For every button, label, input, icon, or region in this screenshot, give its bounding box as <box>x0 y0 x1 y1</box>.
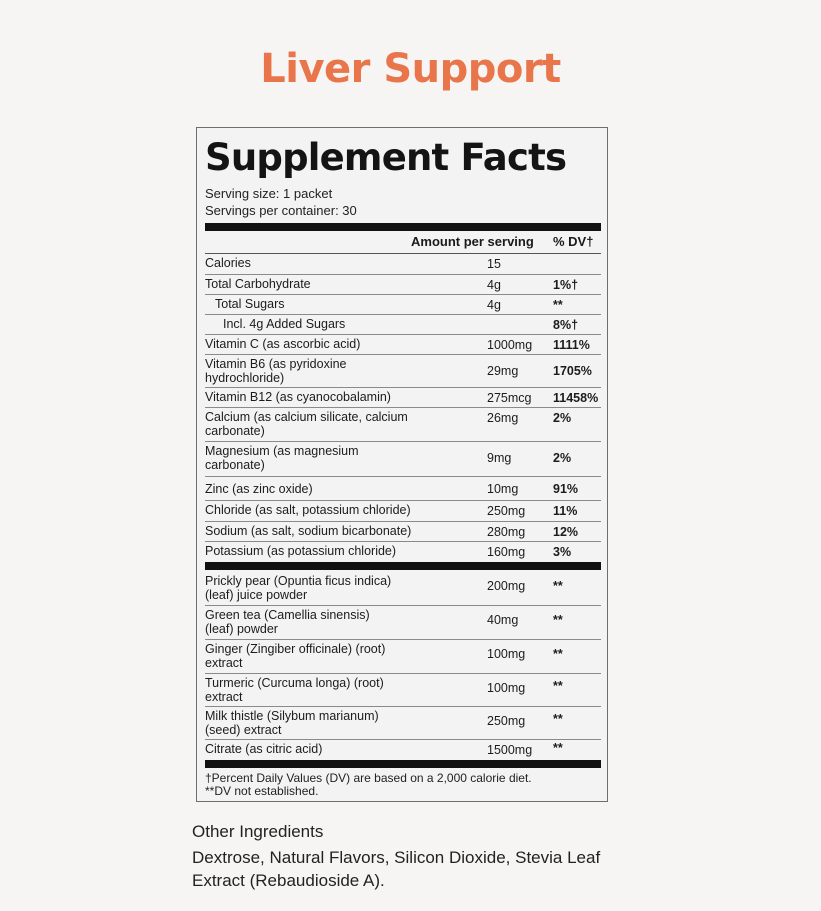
nutrient-dv: 11458% <box>553 391 599 405</box>
nutrient-dv: 2% <box>553 411 572 425</box>
facts-title: Supplement Facts <box>205 136 567 179</box>
nutrient-amount: 160mg <box>487 545 526 559</box>
nutrient-dv: ** <box>553 298 563 312</box>
nutrient-row-vitamin-b6 <box>205 355 601 388</box>
nutrient-name: Sodium (as salt, sodium bicarbonate) <box>205 524 412 538</box>
bottom-divider-bar <box>205 760 601 768</box>
nutrient-dv: 3% <box>553 545 572 559</box>
header-amount: Amount per serving <box>411 234 534 249</box>
nutrient-dv: 91% <box>553 482 579 496</box>
nutrient-dv: 8%† <box>553 318 579 332</box>
botanical-dv: ** <box>553 579 563 593</box>
botanical-amount: 1500mg <box>487 743 533 757</box>
botanical-amount: 200mg <box>487 579 526 593</box>
botanical-amount: 100mg <box>487 681 526 695</box>
botanical-dv: ** <box>553 613 563 627</box>
serving-size: Serving size: 1 packet <box>205 186 333 201</box>
nutrient-amount: 29mg <box>487 364 519 378</box>
botanical-amount: 40mg <box>487 613 519 627</box>
nutrient-row-potassium <box>205 542 601 562</box>
nutrient-name: Calories <box>205 256 251 270</box>
nutrient-amount: 280mg <box>487 525 526 539</box>
nutrient-row-total-sugars <box>205 295 601 315</box>
nutrient-name: Vitamin B12 (as cyanocobalamin) <box>205 390 391 404</box>
botanical-row-citrate <box>205 740 601 760</box>
nutrient-amount: 15 <box>487 257 501 271</box>
supplement-facts-panel <box>196 127 608 802</box>
botanical-dv: ** <box>553 679 563 693</box>
botanical-row-milk-thistle <box>205 707 601 740</box>
botanical-name: Ginger (Zingiber officinale) (root) extract <box>205 642 386 670</box>
botanical-name: Milk thistle (Silybum marianum) (seed) extract <box>205 709 379 737</box>
nutrient-row-zinc <box>205 477 601 501</box>
nutrient-dv: 2% <box>553 451 572 465</box>
nutrient-row-chloride <box>205 501 601 522</box>
nutrient-row-vitamin-c <box>205 335 601 355</box>
nutrient-row-added-sugars <box>205 315 601 335</box>
nutrient-dv: 1705% <box>553 364 592 378</box>
nutrient-dv: 1111% <box>553 338 590 352</box>
nutrient-row-magnesium <box>205 442 601 477</box>
nutrient-name: Potassium (as potassium chloride) <box>205 544 397 558</box>
other-ingredients-heading: Other Ingredients <box>192 822 324 841</box>
nutrient-name: Total Sugars <box>215 297 285 311</box>
header-dv: % DV† <box>553 234 594 249</box>
servings-per-container: Servings per container: 30 <box>205 203 357 218</box>
botanical-name: Citrate (as citric acid) <box>205 742 323 756</box>
page-title: Liver Support <box>260 46 561 92</box>
botanical-row-ginger <box>205 640 601 674</box>
nutrient-row-calcium <box>205 408 601 442</box>
nutrient-row-vitamin-b12 <box>205 388 601 408</box>
botanical-dv: ** <box>553 712 563 726</box>
botanical-row-prickly-pear <box>205 572 601 606</box>
botanical-row-green-tea <box>205 606 601 640</box>
nutrient-amount: 250mg <box>487 504 526 518</box>
nutrient-dv: 12% <box>553 525 579 539</box>
nutrient-name: Chloride (as salt, potassium chloride) <box>205 503 411 517</box>
botanical-name: Prickly pear (Opuntia ficus indica) (leaf) juice powder <box>205 574 392 602</box>
nutrient-amount: 10mg <box>487 482 519 496</box>
nutrient-name: Calcium (as calcium silicate, calcium carbonate) <box>205 410 408 438</box>
nutrient-name: Incl. 4g Added Sugars <box>223 317 346 331</box>
botanical-name: Turmeric (Curcuma longa) (root) extract <box>205 676 384 704</box>
nutrient-amount: 4g <box>487 298 501 312</box>
top-divider-bar <box>205 223 601 231</box>
nutrient-name: Vitamin B6 (as pyridoxine hydrochloride) <box>205 357 347 385</box>
nutrient-dv: 11% <box>553 504 578 518</box>
nutrient-amount: 1000mg <box>487 338 533 352</box>
nutrient-amount: 26mg <box>487 411 519 425</box>
nutrient-amount: 4g <box>487 278 501 292</box>
nutrient-row-carbohydrate <box>205 275 601 295</box>
botanical-name: Green tea (Camellia sinensis) (leaf) powder <box>205 608 370 636</box>
nutrient-row-calories <box>205 254 601 275</box>
botanical-amount: 250mg <box>487 714 526 728</box>
middle-divider-bar <box>205 562 601 570</box>
footnote-not-established: **DV not established. <box>205 784 319 798</box>
nutrient-name: Zinc (as zinc oxide) <box>205 482 313 496</box>
nutrient-name: Total Carbohydrate <box>205 277 311 291</box>
footnote-dv: †Percent Daily Values (DV) are based on a 2,000 calorie diet. <box>205 771 532 785</box>
nutrient-row-sodium <box>205 522 601 542</box>
nutrient-dv: 1%† <box>553 278 579 292</box>
nutrient-name: Magnesium (as magnesium carbonate) <box>205 444 359 472</box>
nutrient-amount: 275mcg <box>487 391 532 405</box>
other-ingredients-text: Dextrose, Natural Flavors, Silicon Dioxide, Stevia Leaf Extract (Rebaudioside A). <box>192 848 601 890</box>
botanical-row-turmeric <box>205 674 601 707</box>
nutrient-name: Vitamin C (as ascorbic acid) <box>205 337 361 351</box>
nutrient-amount: 9mg <box>487 451 512 465</box>
botanical-amount: 100mg <box>487 647 526 661</box>
botanical-dv: ** <box>553 741 563 755</box>
botanical-dv: ** <box>553 647 563 661</box>
